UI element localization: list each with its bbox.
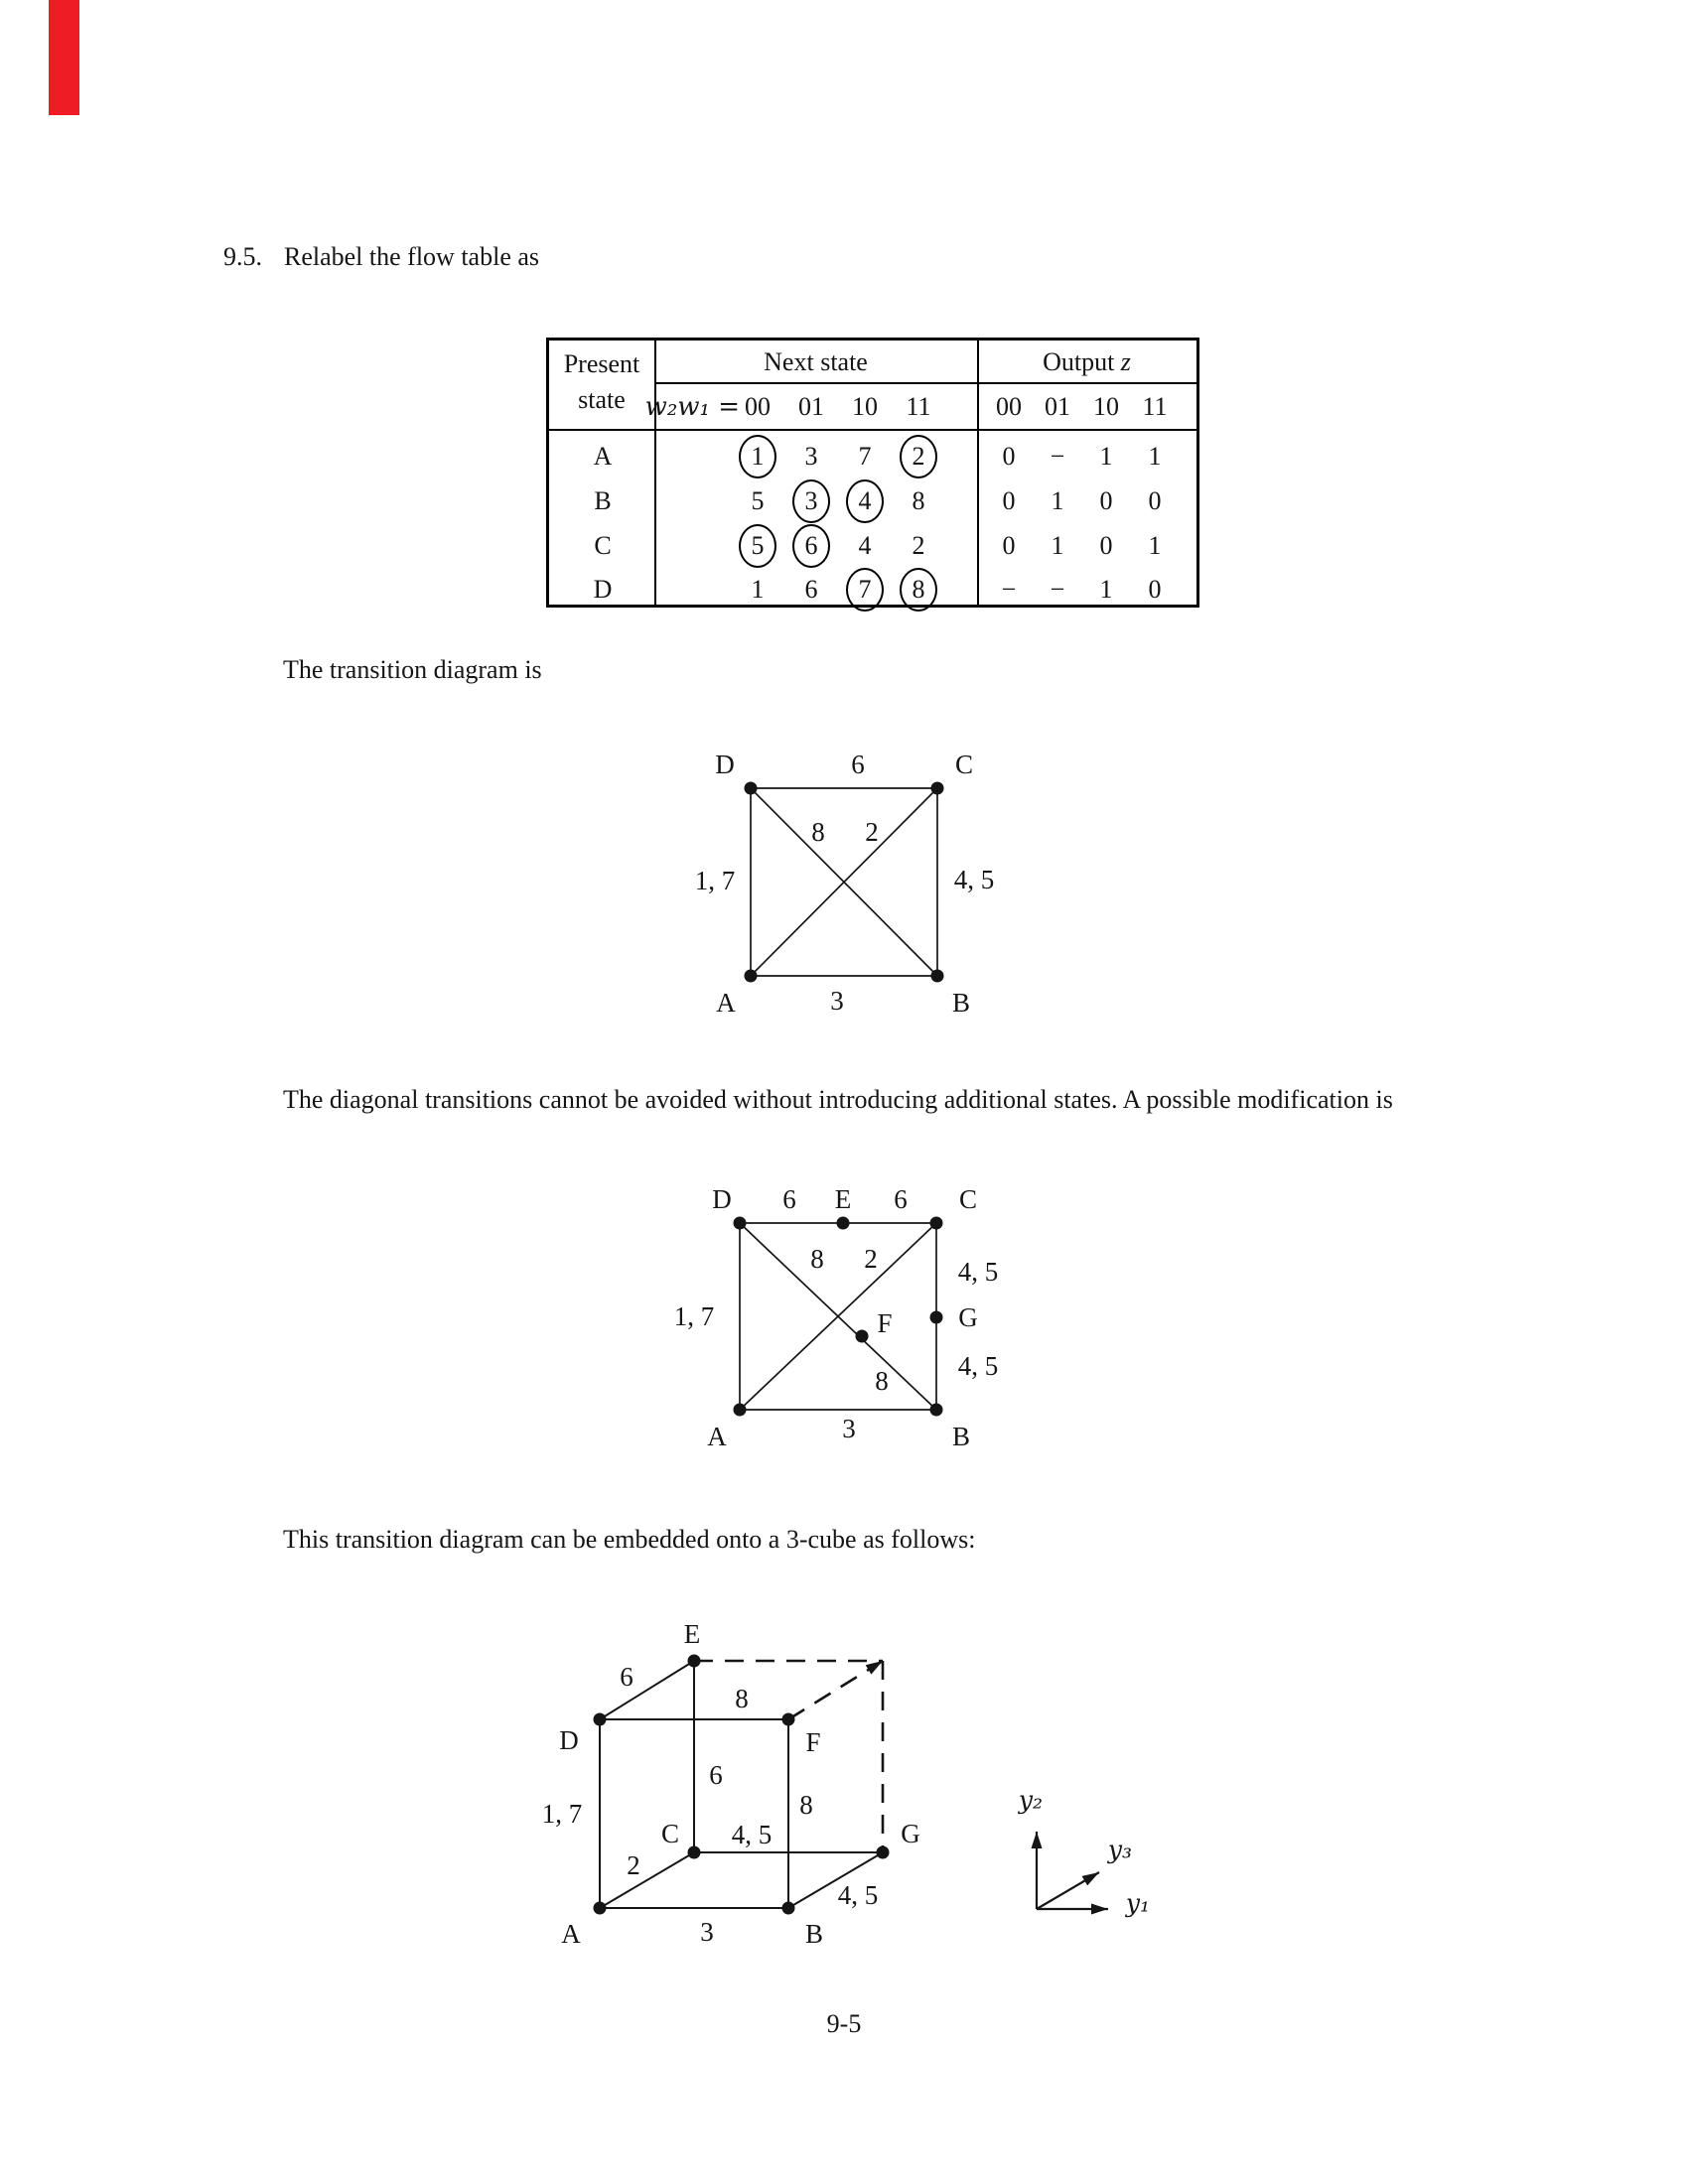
node-dot-F	[856, 1330, 869, 1343]
edge-label: 4, 5	[957, 1351, 999, 1381]
edge-label: 2	[865, 817, 879, 847]
output-cell: 0	[1148, 486, 1162, 515]
axis-label: y₁	[1125, 1888, 1151, 1918]
output-cell: 0	[1002, 531, 1016, 560]
output-cell: 0	[1148, 575, 1162, 604]
output-cell: 1	[1148, 442, 1162, 471]
node-label-E: E	[683, 1619, 701, 1649]
node-label-D: D	[712, 1184, 732, 1214]
cube-diagram	[542, 1619, 920, 1949]
present-state-header-line1: Present	[563, 349, 640, 378]
edge-label: 6	[894, 1184, 908, 1214]
node-dot-B	[931, 970, 944, 983]
node-label-B: B	[951, 988, 971, 1018]
edge-label: 4, 5	[957, 1257, 999, 1287]
output-header-word: Output	[1043, 347, 1115, 376]
node-label-E: E	[834, 1184, 852, 1214]
axis-arrowhead	[1032, 1832, 1043, 1848]
input-column-header: 11	[906, 392, 931, 421]
edge-label: 3	[700, 1917, 714, 1947]
node-label-B: B	[804, 1919, 824, 1949]
problem-title: Relabel the flow table as	[284, 242, 540, 271]
stable-state-circle: 8	[900, 568, 937, 612]
edge-label: 8	[735, 1684, 749, 1713]
output-cell: −	[1001, 575, 1017, 604]
node-label-C: C	[660, 1819, 680, 1848]
transition-diagram-2	[674, 1184, 999, 1451]
node-dot-A	[734, 1404, 747, 1417]
transition-diagram-1	[695, 750, 995, 1018]
output-cell: 0	[1099, 486, 1113, 515]
edge-label: 1, 7	[541, 1799, 583, 1829]
node-dot-C	[688, 1846, 701, 1859]
node-label-A: A	[561, 1919, 581, 1949]
node-dot-E	[837, 1217, 850, 1230]
stable-state-circle: 6	[792, 524, 830, 568]
edge-label: 3	[830, 986, 844, 1016]
stable-state-circle: 5	[739, 524, 776, 568]
node-dot-D	[745, 782, 758, 795]
stable-state-circle: 4	[846, 479, 884, 523]
output-column-header: 01	[1045, 392, 1070, 421]
output-cell: 1	[1051, 486, 1064, 515]
axis-arrowhead	[1091, 1904, 1108, 1915]
present-state-label: A	[593, 442, 613, 471]
node-label-F: F	[877, 1308, 893, 1338]
node-label-G: G	[901, 1819, 920, 1848]
node-dot-B	[782, 1902, 795, 1915]
edge-label: 4, 5	[731, 1820, 773, 1849]
node-dot-C	[931, 782, 944, 795]
output-column-header: 00	[996, 392, 1022, 421]
node-label-D: D	[715, 750, 735, 779]
stable-state-circle: 3	[792, 479, 830, 523]
node-dot-G	[930, 1311, 943, 1324]
text-embed-3cube: This transition diagram can be embedded onto a 3-cube as follows:	[283, 1525, 976, 1554]
present-state-label: B	[594, 486, 612, 515]
input-column-header: 10	[852, 392, 878, 421]
output-column-header: 10	[1093, 392, 1119, 421]
node-dot-A	[745, 970, 758, 983]
node-dot-G	[877, 1846, 890, 1859]
edge-label: 3	[842, 1414, 856, 1443]
stable-state-circle: 1	[739, 435, 776, 478]
edge-label: 1, 7	[694, 866, 736, 895]
node-dot-D	[734, 1217, 747, 1230]
node-label-F: F	[805, 1727, 821, 1757]
output-cell: −	[1050, 575, 1065, 604]
edge-label: 6	[782, 1184, 796, 1214]
next-state-cell: 1	[751, 575, 765, 604]
stable-state-circle: 2	[900, 435, 937, 478]
node-dot-C	[930, 1217, 943, 1230]
edge-label: 6	[709, 1760, 723, 1790]
node-label-B: B	[951, 1422, 971, 1451]
node-label-D: D	[559, 1725, 579, 1755]
edge-label: 8	[799, 1790, 813, 1820]
edge-label: 6	[851, 750, 865, 779]
node-label-G: G	[958, 1302, 978, 1332]
next-state-cell: 6	[804, 575, 818, 604]
node-label-A: A	[707, 1422, 727, 1451]
input-column-header: 01	[798, 392, 824, 421]
edge-label: 6	[620, 1662, 633, 1692]
edge-label: 2	[627, 1850, 640, 1880]
output-column-header: 11	[1142, 392, 1168, 421]
input-column-header: 00	[745, 392, 771, 421]
edge-label: 4, 5	[953, 865, 995, 894]
axis-label: y₃	[1107, 1835, 1133, 1864]
present-state-header-line2: state	[578, 385, 626, 414]
output-cell: −	[1050, 442, 1065, 471]
next-state-cell: 5	[751, 486, 765, 515]
next-state-cell: 3	[804, 442, 818, 471]
next-state-cell: 8	[912, 486, 925, 515]
problem-number: 9.5.	[223, 242, 262, 271]
node-dot-D	[594, 1713, 607, 1726]
next-state-header: Next state	[764, 347, 868, 376]
state-variable-axes	[1018, 1786, 1150, 1918]
node-dot-E	[688, 1655, 701, 1668]
input-variables-label: w₂w₁ =	[644, 392, 740, 422]
edge-label: 2	[864, 1244, 878, 1274]
present-state-label: C	[594, 531, 612, 560]
output-cell: 0	[1002, 442, 1016, 471]
edge-label: 1, 7	[673, 1301, 715, 1331]
edge-A-C	[600, 1852, 694, 1908]
edge-label: 8	[810, 1244, 824, 1274]
output-cell: 1	[1099, 575, 1113, 604]
edge-D-E	[600, 1661, 694, 1719]
axis-label: y₂	[1018, 1785, 1044, 1815]
output-header-variable: z	[1120, 347, 1131, 376]
output-cell: 1	[1099, 442, 1113, 471]
edge-label: 4, 5	[837, 1880, 879, 1910]
node-dot-A	[594, 1902, 607, 1915]
next-state-cell: 2	[912, 531, 925, 560]
text-transition-diagram-is: The transition diagram is	[283, 655, 542, 684]
output-cell: 0	[1099, 531, 1113, 560]
output-cell: 1	[1051, 531, 1064, 560]
present-state-label: D	[593, 575, 613, 604]
stable-state-circle: 7	[846, 568, 884, 612]
edge-label: 8	[875, 1366, 889, 1396]
node-dot-B	[930, 1404, 943, 1417]
node-label-A: A	[716, 988, 736, 1018]
node-label-C: C	[958, 1184, 978, 1214]
node-label-C: C	[954, 750, 974, 779]
output-cell: 0	[1002, 486, 1016, 515]
next-state-cell: 4	[858, 531, 872, 560]
next-state-cell: 7	[858, 442, 872, 471]
text-diagonal-transitions: The diagonal transitions cannot be avoided without introducing additional states. A possible modification is	[283, 1085, 1393, 1114]
output-cell: 1	[1148, 531, 1162, 560]
axis-arrowhead	[1082, 1872, 1099, 1885]
hidden-vertex-arrow	[866, 1661, 883, 1675]
page-number: 9-5	[826, 2009, 862, 2038]
edge-label: 8	[811, 817, 825, 847]
node-dot-F	[782, 1713, 795, 1726]
